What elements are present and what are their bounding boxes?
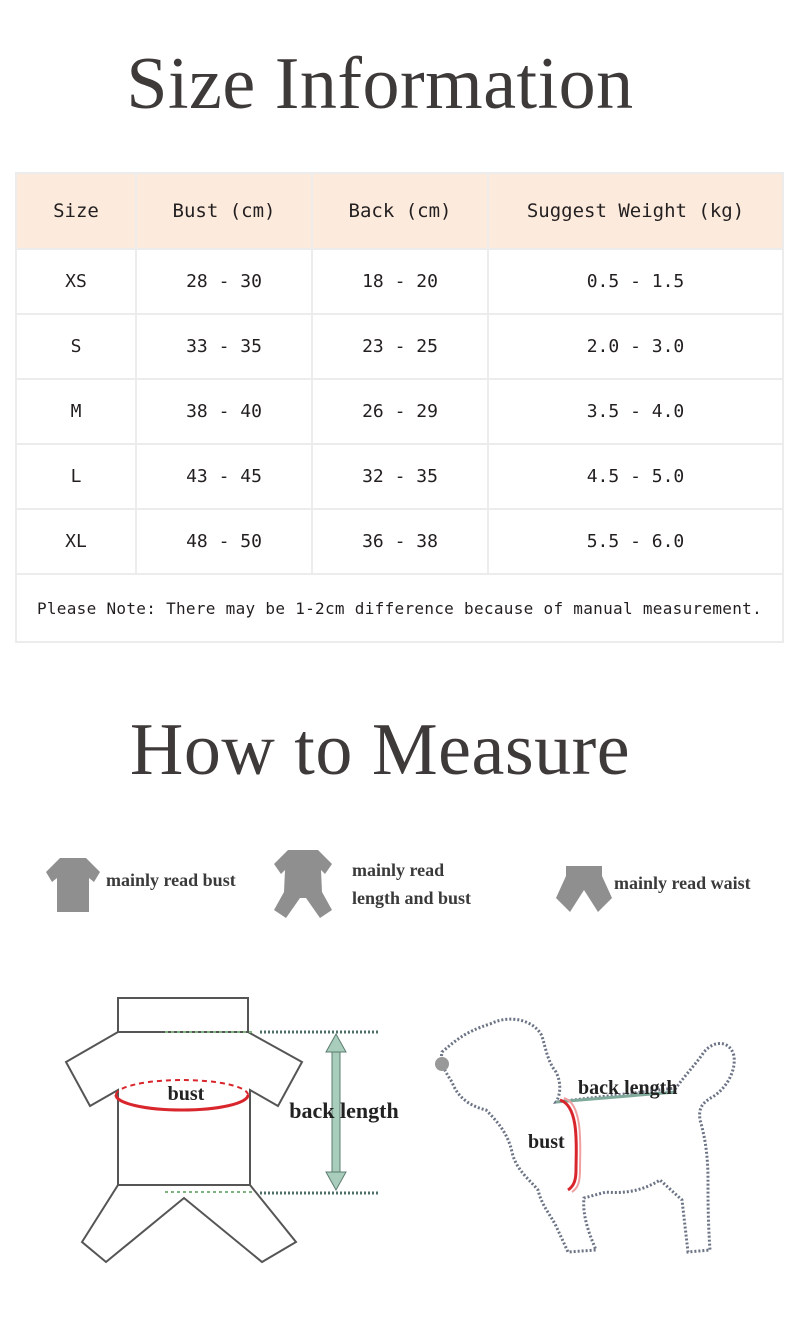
header-back: Back (cm) bbox=[313, 174, 487, 248]
table-row bbox=[17, 445, 782, 508]
cell-bust: 48 - 50 bbox=[137, 510, 311, 573]
cell-weight: 2.0 - 3.0 bbox=[489, 315, 782, 378]
cell-size: M bbox=[17, 380, 135, 443]
cell-weight: 3.5 - 4.0 bbox=[489, 380, 782, 443]
dog-outline bbox=[441, 1019, 734, 1252]
cell-weight: 0.5 - 1.5 bbox=[489, 250, 782, 313]
legend-jumpsuit-line2: length and bust bbox=[352, 888, 472, 908]
cell-bust: 28 - 30 bbox=[137, 250, 311, 313]
garment-measure-diagram bbox=[0, 980, 440, 1280]
cell-size: XL bbox=[17, 510, 135, 573]
measurement-note: Please Note: There may be 1-2cm difference because of manual measurement. bbox=[17, 575, 782, 641]
table-row bbox=[17, 510, 782, 573]
legend-shirt-label: mainly read bust bbox=[106, 870, 236, 890]
dog-nose bbox=[435, 1057, 449, 1071]
pants-icon bbox=[554, 864, 614, 914]
cell-back: 36 - 38 bbox=[313, 510, 487, 573]
legend-jumpsuit-line1: mainly read bbox=[352, 860, 445, 880]
dog-measure-diagram bbox=[430, 1010, 750, 1270]
garment-bust-label: bust bbox=[167, 1083, 205, 1105]
cell-bust: 38 - 40 bbox=[137, 380, 311, 443]
header-size: Size bbox=[17, 174, 135, 248]
cell-weight: 5.5 - 6.0 bbox=[489, 510, 782, 573]
legend-pants-label: mainly read waist bbox=[614, 873, 751, 893]
header-weight: Suggest Weight (kg) bbox=[489, 174, 782, 248]
table-note-row bbox=[17, 575, 782, 641]
cell-size: S bbox=[17, 315, 135, 378]
garment-back-length-label: back length bbox=[289, 1098, 399, 1123]
cell-back: 32 - 35 bbox=[313, 445, 487, 508]
dog-bust-label: bust bbox=[528, 1131, 565, 1153]
shirt-icon bbox=[44, 856, 102, 914]
cell-weight: 4.5 - 5.0 bbox=[489, 445, 782, 508]
cell-back: 18 - 20 bbox=[313, 250, 487, 313]
cell-bust: 43 - 45 bbox=[137, 445, 311, 508]
cell-back: 26 - 29 bbox=[313, 380, 487, 443]
table-row bbox=[17, 250, 782, 313]
header-bust: Bust (cm) bbox=[137, 174, 311, 248]
table-row bbox=[17, 315, 782, 378]
table-header-row bbox=[17, 174, 782, 248]
jumpsuit-icon bbox=[272, 848, 334, 920]
size-table bbox=[15, 172, 784, 643]
dog-back-length-label: back length bbox=[578, 1077, 678, 1099]
table-row bbox=[17, 380, 782, 443]
cell-back: 23 - 25 bbox=[313, 315, 487, 378]
how-to-measure-title: How to Measure bbox=[129, 709, 631, 791]
legend-jumpsuit-label bbox=[352, 856, 471, 912]
cell-size: L bbox=[17, 445, 135, 508]
cell-size: XS bbox=[17, 250, 135, 313]
cell-bust: 33 - 35 bbox=[137, 315, 311, 378]
garment-outline bbox=[66, 998, 302, 1262]
size-information-title: Size Information bbox=[126, 43, 634, 125]
